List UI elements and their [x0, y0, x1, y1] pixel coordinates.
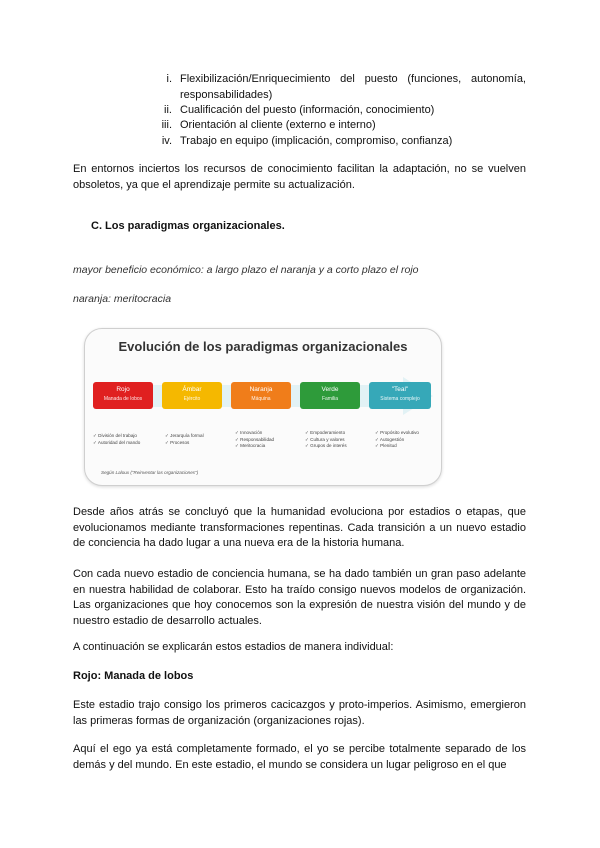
figure-title: Evolución de los paradigmas organizacionales: [118, 339, 408, 354]
list-item-text: Flexibilización/Enriquecimiento del puesto (funciones, autonomía, responsabilidades): [180, 73, 526, 101]
trait: División del trabajo: [98, 433, 137, 438]
trait: Jerarquía formal: [170, 433, 204, 438]
trait: Innovación: [240, 430, 263, 435]
stage-verde: [300, 382, 360, 409]
list-item: [138, 103, 180, 119]
list-number: i.: [166, 73, 172, 85]
list-number: iii.: [161, 119, 172, 131]
subheading: Rojo: Manada de lobos: [73, 670, 194, 682]
list-item-text: Orientación al cliente (externo e interno): [180, 119, 376, 131]
note: naranja: meritocracia: [73, 293, 172, 305]
stage-name: Naranja: [249, 386, 273, 393]
trait: Autogestión: [379, 436, 405, 442]
trait: Responsabilidad: [240, 436, 275, 442]
trait: Cultura y valores: [310, 436, 345, 442]
trait: Propósito evolutivo: [380, 430, 419, 435]
paragraph: Desde años atrás se concluyó que la humanidad evoluciona por estadios o etapas, que evolucionamos mediante transformaciones repentinas. Cada transición a un nuevo estadio de conciencia ha dado lugar a una nueva era de la historia humana.: [73, 506, 526, 549]
stage-name: Ámbar: [182, 386, 202, 393]
note: mayor beneficio económico: a largo plazo el naranja y a corto plazo el rojo: [73, 264, 419, 276]
trait-list-verde: ✓ Empoderamiento ✓ Cultura y valores ✓ Grupos de interés: [305, 430, 347, 448]
trait: Empoderamiento: [310, 430, 346, 435]
trait: Autoridad del mando: [97, 439, 141, 445]
paragraph: Con cada nuevo estadio de conciencia humana, se ha dado también un gran paso adelante en nuestra habilidad de colaborar. Esto ha traído consigo nuevos modelos de organización. Las organizaciones que hoy conocemos son la expresión de nuestra visión del mundo y de nuestro estadio de desarrollo actuales.: [73, 568, 526, 627]
stage-naranja: [231, 382, 291, 409]
trait-list-teal: ✓ Propósito evolutivo ✓ Autogestión ✓ Plenitud: [375, 430, 419, 448]
paragraph: Aquí el ego ya está completamente formado, el yo se percibe totalmente separado de los demás y del mundo. En este estadio, el mundo se considera un lugar peligroso en el que: [73, 743, 526, 771]
list-item: [138, 118, 180, 134]
list-item: [138, 72, 180, 88]
list-item-text: Cualificación del puesto (información, conocimiento): [180, 104, 435, 116]
trait-list-ambar: ✓ Jerarquía formal ✓ Procesos: [165, 433, 204, 445]
stage-ambar: [162, 382, 222, 409]
trait: Procesos: [170, 439, 190, 445]
section-heading: C. Los paradigmas organizacionales.: [91, 220, 285, 232]
list-item: [138, 134, 180, 150]
list-item-text: Trabajo en equipo (implicación, compromiso, confianza): [180, 135, 453, 147]
trait: Meritocracia: [240, 443, 266, 448]
stage-rojo: [93, 382, 153, 409]
trait: Grupos de interés: [310, 443, 347, 448]
paradigms-figure: [84, 328, 442, 486]
stage-subtitle: Sistema complejo: [380, 395, 420, 402]
stage-subtitle: Ejército: [183, 395, 201, 402]
paragraph: En entornos inciertos los recursos de conocimiento facilitan la adaptación, no se vuelven obsoletos, ya que el aprendizaje permite su actualización.: [73, 163, 526, 191]
paragraph: Este estadio trajo consigo los primeros cacicazgos y proto-imperios. Asimismo, emergieron las primeras formas de organización (organizaciones rojas).: [73, 699, 526, 727]
list-number: ii.: [164, 104, 172, 116]
stage-subtitle: Manada de lobos: [103, 395, 143, 402]
stage-name: "Teal": [391, 386, 409, 393]
trait: Plenitud: [380, 443, 397, 448]
list-number: iv.: [161, 135, 172, 147]
trait-list-naranja: ✓ Innovación ✓ Responsabilidad ✓ Meritocracia: [235, 430, 275, 448]
paragraph: A continuación se explicarán estos estadios de manera individual:: [73, 641, 394, 653]
stage-subtitle: Familia: [321, 395, 339, 402]
figure-caption: Según Laloux ("Reinventar las organizaciones"): [101, 470, 199, 475]
stage-name: Rojo: [116, 386, 130, 393]
trait-list-rojo: ✓ División del trabajo ✓ Autoridad del mando: [93, 433, 141, 445]
stage-teal: [369, 382, 431, 409]
stage-subtitle: Máquina: [251, 395, 271, 402]
stage-name: Verde: [321, 386, 339, 393]
